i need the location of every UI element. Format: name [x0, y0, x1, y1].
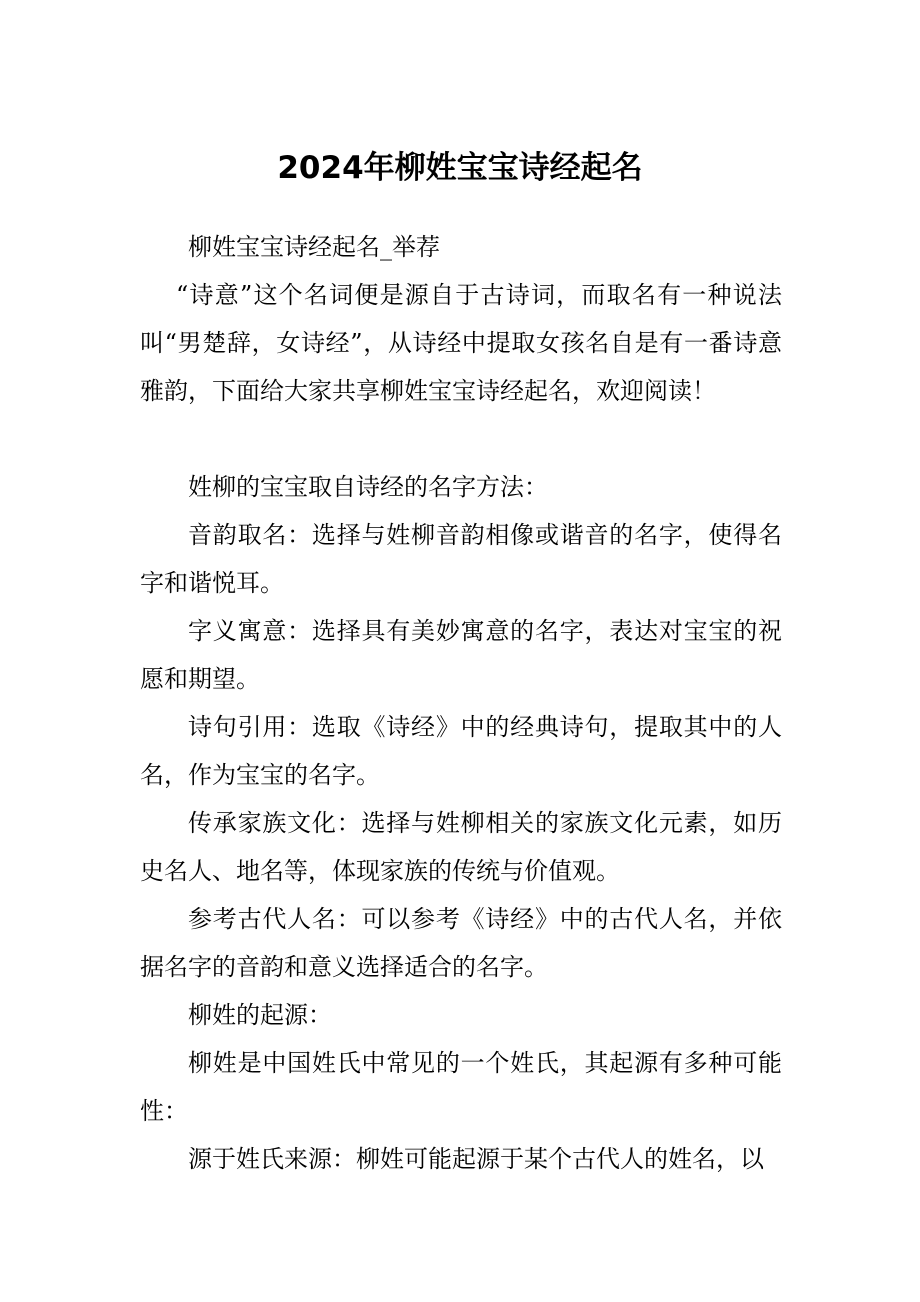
method-ancient-names-paragraph: 参考古代人名：可以参考《诗经》中的古代人名，并依据名字的音韵和意义选择适合的名字。 — [140, 905, 782, 981]
origin-intro-paragraph: 柳姓是中国姓氏中常见的一个姓氏，其起源有多种可能性： — [140, 1049, 782, 1125]
document-body — [140, 223, 782, 1183]
document-title: 2024年柳姓宝宝诗经起名 — [277, 150, 643, 186]
method-meaning-paragraph: 字义寓意：选择具有美妙寓意的名字，表达对宝宝的祝愿和期望。 — [140, 617, 782, 693]
origin-heading: 柳姓的起源： — [188, 1001, 332, 1029]
subtitle-paragraph: 柳姓宝宝诗经起名_举荐 — [188, 233, 440, 261]
intro-paragraph: “诗意”这个名词便是源自于古诗词，而取名有一种说法叫“男楚辞，女诗经”，从诗经中提取女孩名自是有一番诗意雅韵，下面给大家共享柳姓宝宝诗经起名，欢迎阅读！ — [140, 281, 782, 405]
method-quote-paragraph: 诗句引用：选取《诗经》中的经典诗句，提取其中的人名，作为宝宝的名字。 — [140, 713, 782, 789]
methods-heading: 姓柳的宝宝取自诗经的名字方法： — [188, 473, 548, 501]
blank-line — [140, 415, 782, 463]
method-family-paragraph: 传承家族文化：选择与姓柳相关的家族文化元素，如历史名人、地名等，体现家族的传统与价值观。 — [140, 809, 782, 885]
method-rhyme-paragraph: 音韵取名：选择与姓柳音韵相像或谐音的名字，使得名字和谐悦耳。 — [140, 521, 782, 597]
origin-source-paragraph: 源于姓氏来源：柳姓可能起源于某个古代人的姓名，以 — [188, 1145, 764, 1173]
